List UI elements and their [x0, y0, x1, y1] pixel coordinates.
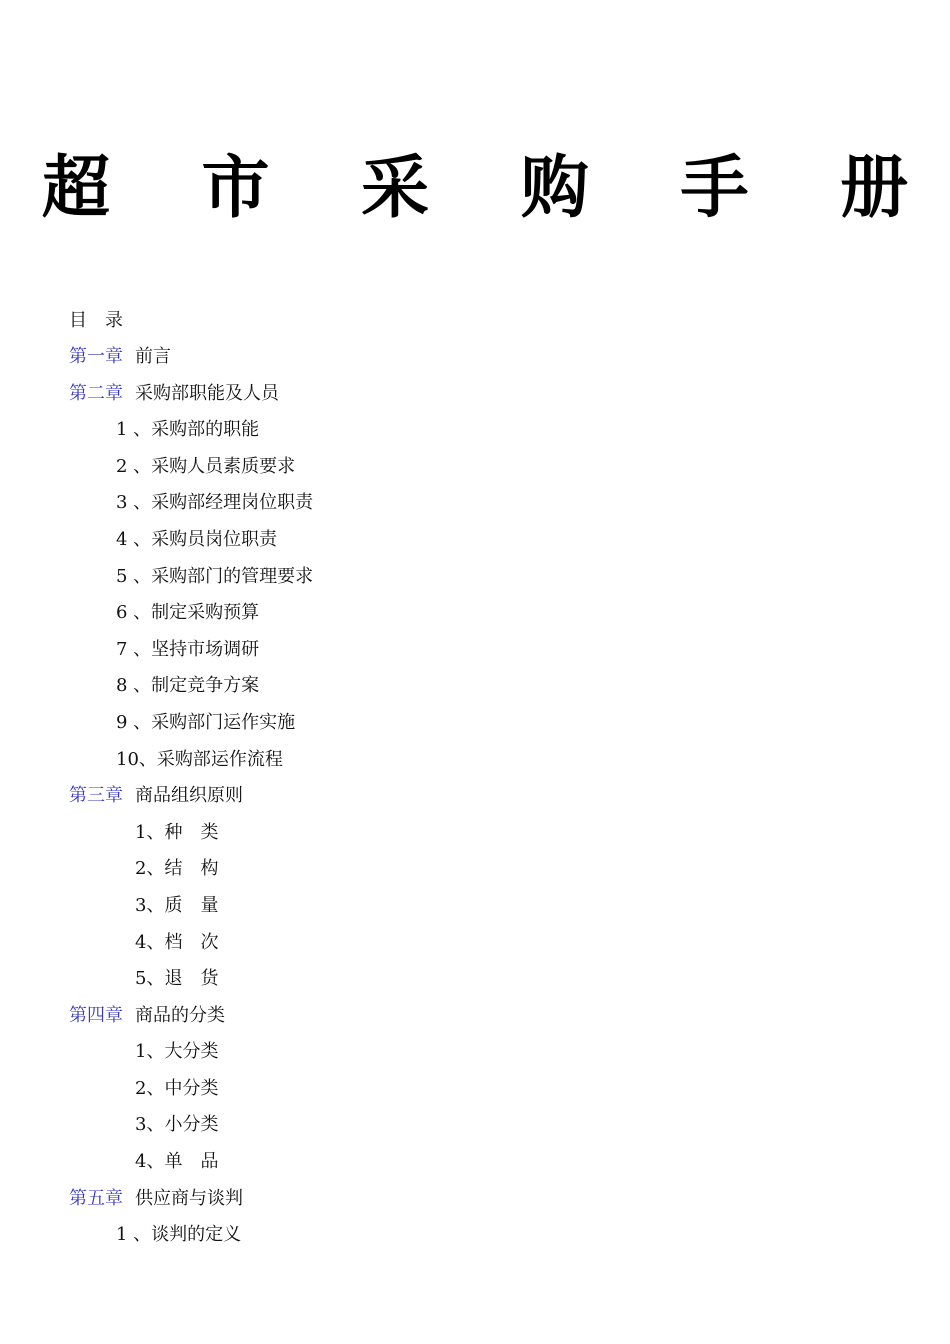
- toc-item[interactable]: 2、结 构: [135, 858, 219, 880]
- toc-item[interactable]: 1 、谈判的定义: [116, 1224, 242, 1246]
- toc-chapter-2[interactable]: [69, 376, 869, 413]
- toc-chapter-5[interactable]: [69, 1181, 869, 1218]
- chapter-title: 商品的分类: [135, 1004, 225, 1026]
- table-of-contents: [69, 303, 869, 1254]
- chapter-title: 商品组织原则: [135, 785, 243, 807]
- chapter-number: 第一章: [69, 346, 123, 367]
- chapter-title: 采购部职能及人员: [135, 382, 279, 404]
- toc-item[interactable]: 6 、制定采购预算: [116, 602, 260, 624]
- toc-item[interactable]: 2 、采购人员素质要求: [116, 455, 296, 477]
- toc-item[interactable]: 5 、采购部门的管理要求: [116, 565, 314, 587]
- chapter-number: 第三章: [69, 785, 123, 807]
- toc-item[interactable]: 5、退 货: [135, 968, 219, 990]
- toc-chapter-1[interactable]: [69, 339, 869, 376]
- toc-chapter-4[interactable]: [69, 998, 869, 1035]
- toc-item[interactable]: 4 、采购员岗位职责: [116, 528, 278, 550]
- page-title: 超 市 采 购 手 册: [41, 149, 943, 228]
- toc-item[interactable]: 10、采购部运作流程: [116, 748, 283, 770]
- toc-heading: 目 录: [69, 310, 123, 331]
- toc-item[interactable]: 3、小分类: [135, 1114, 219, 1136]
- toc-item[interactable]: 1、大分类: [135, 1041, 219, 1063]
- chapter-title: 前言: [135, 346, 171, 367]
- chapter-number: 第四章: [69, 1004, 123, 1026]
- chapter-number: 第五章: [69, 1187, 123, 1209]
- toc-item[interactable]: 7 、坚持市场调研: [116, 638, 260, 660]
- toc-item[interactable]: 4、单 品: [135, 1151, 219, 1173]
- toc-item[interactable]: 4、档 次: [135, 931, 219, 953]
- toc-item[interactable]: 1、种 类: [135, 821, 219, 843]
- toc-item[interactable]: 2、中分类: [135, 1077, 219, 1099]
- toc-item[interactable]: 3、质 量: [135, 894, 219, 916]
- toc-item[interactable]: 8 、制定竞争方案: [116, 675, 260, 697]
- chapter-title: 供应商与谈判: [135, 1187, 243, 1209]
- toc-item[interactable]: 3 、采购部经理岗位职责: [116, 492, 314, 514]
- toc-item[interactable]: 1 、采购部的职能: [116, 419, 260, 441]
- chapter-number: 第二章: [69, 382, 123, 404]
- toc-chapter-3[interactable]: [69, 778, 869, 815]
- toc-item[interactable]: 9 、采购部门运作实施: [116, 711, 296, 733]
